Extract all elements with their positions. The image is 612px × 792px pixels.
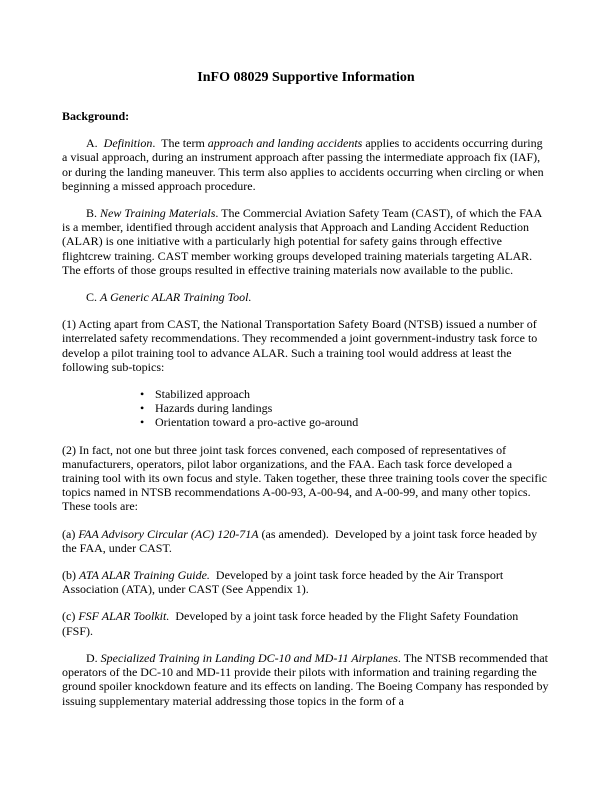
paragraph-2-three-task-forces (62, 443, 550, 514)
text-run: . The term (152, 136, 208, 151)
text-run: (c) (62, 609, 79, 624)
document-body (62, 136, 550, 708)
text-run: applies to accidents occurring during a visual approach, during an instrument approach after passing the intermediate approach fix (IAF), or during the landing maneuver. This term also applies to accidents occurring when circling or when beginning a missed approach procedure. (62, 136, 547, 193)
bullet-list-sub-topics (140, 387, 550, 430)
paragraph-c-generic-alar-training-tool (62, 290, 550, 304)
italic-text-run: New Training Materials (100, 206, 216, 221)
text-run: (2) In fact, not one but three joint task forces convened, each composed of representatives of manufacturers, operators, pilot labor organizations, and the FAA. Each task force developed a training tool with its own focus and style. Taken together, these three training tools cover the specific topics named in NTSB recommendations A-00-93, A-00-94, and A-00-99, and many other topics. These tools are: (62, 442, 550, 514)
italic-text-run: A Generic ALAR Training Tool. (100, 290, 252, 305)
text-run: (1) Acting apart from CAST, the National Transportation Safety Board (NTSB) issued a number of interrelated safety recommendations. They recommended a joint government-industry task force to develop a pilot training tool to advance ALAR. Such a training tool would address at least the following sub-topics: (62, 317, 541, 374)
paragraph-a-definition (62, 136, 550, 193)
text-run: A. (86, 136, 104, 151)
italic-text-run: Specialized Training in Landing DC-10 and MD-11 Airplanes (100, 650, 398, 665)
paragraph-2a-faa-advisory-circular (62, 527, 550, 555)
text-run: C. (86, 290, 101, 305)
text-run: . The Commercial Aviation Safety Team (CAST), of which the FAA is a member, identified through accident analysis that Approach and Landing Accident Reduction (ALAR) is one initiative with a particularly high potential for safety gains through effective flightcrew training. CAST member working groups developed training materials targeting ALAR. The efforts of those groups resulted in effective training materials now available to the public. (62, 206, 545, 277)
paragraph-2c-fsf-alar-toolkit (62, 609, 550, 637)
paragraph-1-ntsb-recommendations (62, 317, 550, 374)
section-heading-background: Background: (62, 109, 130, 123)
bullet-item: • Hazards during landings (140, 401, 550, 415)
text-run: (as amended). Developed by a joint task force headed by the FAA, under CAST. (62, 526, 541, 555)
document-title: InFO 08029 Supportive Information (197, 70, 415, 85)
italic-text-run: ATA ALAR Training Guide. (79, 568, 210, 583)
text-run: . The NTSB recommended that operators of the DC-10 and MD-11 provide their pilots with information and training regarding the ground spoiler knockdown feature and its effects on landing. The Boeing Company has responded by issuing supplementary material addressing those topics in the form of a (62, 650, 552, 708)
paragraph-d-specialized-training (62, 651, 550, 708)
text-run: (a) (62, 526, 79, 541)
paragraph-2b-ata-alar-training-guide (62, 568, 550, 596)
italic-text-run: FAA Advisory Circular (AC) 120-71A (78, 526, 259, 541)
bullet-item: • Orientation toward a pro-active go-around (140, 415, 550, 429)
text-run: D. (86, 650, 101, 665)
text-run: B. (86, 206, 101, 221)
text-run: Developed by a joint task force headed by the Air Transport Association (ATA), under CAST (See Appendix 1). (62, 568, 506, 597)
italic-text-run: approach and landing accidents (207, 136, 363, 151)
italic-text-run: Definition (103, 136, 153, 151)
paragraph-b-new-training-materials (62, 206, 550, 277)
text-run: Developed by a joint task force headed by the Flight Safety Foundation (FSF). (62, 609, 522, 638)
text-run: (b) (62, 568, 79, 583)
bullet-item: • Stabilized approach (140, 387, 550, 401)
italic-text-run: FSF ALAR Toolkit. (78, 609, 170, 624)
